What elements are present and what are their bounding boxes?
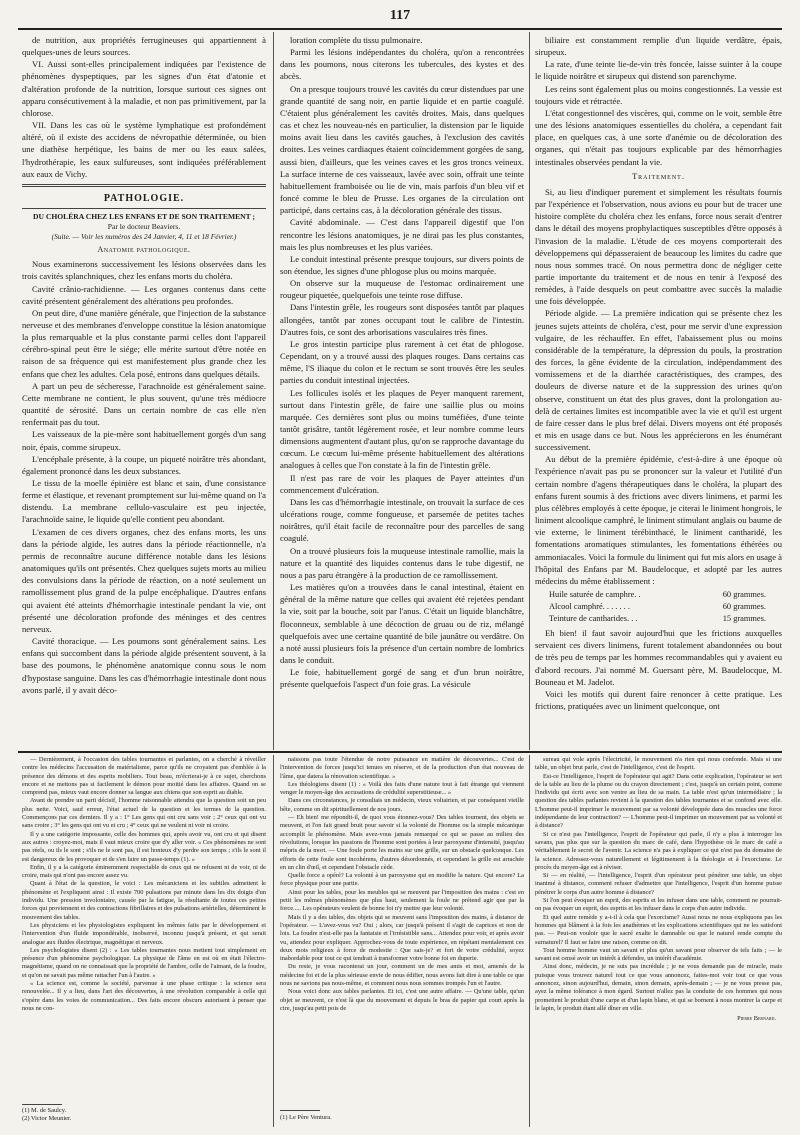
article-title: DU CHOLÉRA CHEZ LES ENFANS ET DE SON TRAITEMENT ;: [32, 212, 256, 222]
paragraph: Et quel autre remède y a-t-il à cela que l'exorcisme? Aussi nous ne nous expliquons pas les hommes qui blâment à la fois les anathèmes et les explications scientifiques qui ne les satisfont pas. — Peut-on vouloir que le sacré exalte le damnable ou que le naturel rende compte du surnaturel? Il faut se faire une raison, comme on dit.: [535, 913, 782, 946]
paragraph: Le tissu de la moelle épinière est blanc et sain, d'une consistance ferme et élastique, et revenant promptement sur lui-même quand on l'a distendu. La membrane cellulo-vasculaire est peu injectée, l'arachnoïde saine, le liquide qu'elle contient peu abondant.: [22, 478, 266, 525]
paragraph: Le conduit intestinal présente presque toujours, sur divers points de son étendue, les signes d'une phlogose plus ou moins marquée.: [280, 253, 524, 276]
paragraph: sureau qui vole après l'électricité, le mouvement n'a rien qui nous confonde. Mais si une table, un objet brut parle, c'est de l'intelligence, c'est de l'esprit.: [535, 756, 782, 772]
paragraph: Parmi les lésions indépendantes du choléra, qu'on a rencontrées dans les poumons, nous citerons les tubercules, des kystes et des abcès.: [280, 47, 524, 82]
recipe-item: Huile saturée de camphre. .: [549, 590, 641, 600]
paragraph: L'état congestionnel des viscères, qui, comme on le voit, semble être une des lésions anatomiques essentielles du choléra, a cependant fait place, en quelques cas, à une sorte d'anémie ou de décoloration des organes, qui n'était pas toujours explicable par des hémorrhagies intestinales observées pendant la vie.: [535, 107, 782, 167]
paragraph: Le foie, habituellement gorgé de sang et d'un brun noirâtre, présente quelquefois l'aspect d'un foie gras. La vésicule: [280, 667, 524, 690]
paragraph: Si ce n'est pas l'intelligence, l'esprit de l'opérateur qui parle, il n'y a plus à interroger les savans, pas plus que sur la question du marc de café, dans l'hypothèse où le marc de café a véritablement le secret de l'avenir. La science n'a pas à expliquer ce qui n'est pas du domaine de la science. Adressez-vous naturellement et légitimement à la théologie et à l'exorcisme. Le procès du moyen-âge est à réviser.: [535, 830, 782, 871]
recipe-item: Teinture de cantharides. . .: [549, 614, 638, 624]
feuilleton-column-2: [280, 756, 524, 1106]
recipe-line: [549, 601, 782, 613]
subheading: Traitement.: [632, 171, 685, 181]
column-divider: [273, 32, 274, 750]
footnote: (1) M. de Saulcy.: [22, 1107, 67, 1114]
paragraph: Au début de la première épidémie, c'est-à-dire à une époque où l'expérience n'avait pas pu se prononcer sur la valeur et l'utilité d'un certain nombre d'agens thérapeutiques dans le choléra, la plupart des enfans furent soumis à des frictions avec divers linimens, et parmi les plus célèbres employés à cette époque, je citerai le liniment hongrois, le liniment alcoolique camphré, le liniment stimulant anglais ou baume de vie externe, le liniment térébinthacé, le liniment cantharidé, les fomentations aromatiques stimulantes, les fomentations éthérées ou ammoniacales. Voici la formule du liniment qui fut mis alors en usage à l'hôpital des Enfans par M. Baudelocque, et adopté par les autres médecins du même établissement :: [535, 454, 782, 586]
footnote: (2) Victor Meunier.: [22, 1115, 72, 1122]
paragraph: Les reins sont également plus ou moins congestionnés. La vessie est toujours vide et rétractée.: [535, 83, 782, 106]
paragraph: A part un peu de sécheresse, l'arachnoïde est généralement saine. Cette membrane ne contient, le plus souvent, qu'une très médiocre quantité de sérosité. Dans un certain nombre de cas elle n'en renfermait pas du tout.: [22, 380, 266, 428]
column-divider: [529, 32, 530, 750]
feuilleton-rule: [18, 751, 782, 753]
section-title: PATHOLOGIE.: [103, 192, 185, 204]
suite-note: (Suite. — Voir les numéros des 24 Janvier, 4, 11 et 18 Février.): [51, 232, 237, 242]
paragraph: Il n'est pas rare de voir les plaques de Payer atteintes d'un commencement d'ulcération.: [280, 472, 524, 495]
paragraph: Quelle force a opéré? La volonté à un paroxysme qui en modifie la nature. Qui encore? La force physique pour une partie.: [280, 872, 524, 888]
section-rule: [22, 208, 266, 209]
recipe-quantity: 60 grammes.: [722, 590, 766, 600]
liniment-recipe: [549, 589, 782, 625]
paragraph: Cavité abdominale. — C'est dans l'appareil digestif que l'on rencontre les lésions anatomiques, je ne dirai pas les plus constantes, mais les plus nombreuses et les plus variées.: [280, 217, 524, 252]
paragraph: Le gros intestin participe plus rarement à cet état de phlogose. Cependant, on y a trouvé aussi des plaques rouges. Dans certains cas même, l'S iliaque du colon et le rectum se sont trouvés être les seules parties du conduit intestinal injectées.: [280, 338, 524, 386]
paragraph: Nous voici donc aux tables parlantes. Et ici, c'est une autre affaire. — Qu'une table, qu'un objet se meuvent, ce n'est là que du mouvement et depuis le bras de papier qui court après la cire, jusqu'au petit pois de: [280, 988, 524, 1012]
column-3: [535, 34, 782, 748]
paragraph: La rate, d'une teinte lie-de-vin très foncée, laisse suinter à la coupe le liquide noirâtre et sirupeux qui distend son parenchyme.: [535, 59, 782, 82]
page-number: 117: [389, 8, 411, 23]
paragraph: Ainsi pour les tables, pour les meubles qui se meuvent par l'imposition des mains : c'est en petit les mêmes phénomènes que plus haut, seulement la foule ne prétend agir que par la force..... Les opérateurs veulent de bonne foi n'y mettre que leur volonté.: [280, 888, 524, 913]
feuilleton-column-1: [22, 756, 266, 1101]
author-signature: Pierre Bernard.: [737, 1015, 776, 1023]
paragraph: Mais il y a des tables, des objets qui se meuvent sans l'imposition des mains, à distance de l'opérateur. — L'avez-vous vu? Oui ; alors, car jusqu'à présent il s'agit de caprices et non de lois. La foudre n'est-elle pas la fantaisie et l'irrésistible sans... Attendez pour voir, et après avoir vu, attendez pour expliquer. Approchez-vous de toute expérience, en répétant mentalement ces deux mots religieux à force de modestie : Que sais-je? et fort de votre crédulité, soyez inabordable pour tout ce qui tendrait à transformer votre bonne foi en duperie.: [280, 913, 524, 963]
top-rule: [18, 28, 782, 30]
paragraph: Est-ce l'intelligence, l'esprit de l'opérateur qui agit? Dans cette explication, l'opérateur se sert de la table au lieu de la plume ou du crayon directement ; c'est, jusqu'à un certain point, comme l'individu qui écrit avec son ventre au lieu de sa main. La table n'est qu'un intermédiaire ; la question des tables parlantes revient à la question des tables tournantes et se confond avec elle. L'homme peut-il imprimer le mouvement par sa volonté développée dans des muscles une force indépendante de leur contraction? — L'homme peut-il imprimer un mouvement par sa volonté et à distance?: [535, 772, 782, 830]
paragraph: On a presque toujours trouvé les cavités du cœur distendues par une grande quantité de sang noir, en partie liquide et en partie coagulé. C'étaient plus généralement les cavités droites. Mais, dans quelques cas et chez les nouveau-nés en particulier, la distension par le liquide moins avait lieu dans les cavités gauches, à l'exclusion des cavités droites. Les veines cardiaques étaient coïncidemment gorgées de sang, aussi bien, d'ailleurs, que les veines caves et les gros troncs veineux. La surface interne de ces vaisseaux, lavée avec soin, offrait une teinte habituellement framboisée ou lie de vin, mais parfois d'un bleu vif et foncé comme le bleu de Prusse. Les organes de la circulation ont participé, dans certains cas, à la décoloration générale des tissus.: [280, 83, 524, 216]
paragraph: Dans ces circonstances, je consultais un médecin, vieux voltairien, et par conséquent vieille bête, comme on dit spirituellement de nos jours.: [280, 797, 524, 813]
paragraph: de nutrition, aux propriétés ferrugineuses qui appartiennent à quelques-unes de leurs sources.: [22, 35, 266, 58]
paragraph: Si l'on peut évoquer un esprit, des esprits et les infuser dans une table, comment ne pourrait-on pas évoquer un esprit, des esprits et les infuser dans le corps d'un autre individu.: [535, 897, 782, 913]
paragraph: Dans l'intestin grêle, les rougeurs sont disposées tantôt par plaques allongées, tantôt par zones occupant tout le calibre de l'intestin. D'autres fois, ce sont des arborisations vasculaires très fines.: [280, 302, 524, 337]
paragraph: On observe sur la muqueuse de l'estomac ordinairement une rougeur piquetée, quelquefois une teinte rose diffuse.: [280, 278, 524, 301]
paragraph: — Dernièrement, à l'occasion des tables tournantes et parlantes, on a cherché à réveiller contre les médecins l'accusation de matérialisme, parce qu'ils ne croyaient pas d'emblée à la présence des démons et des esprits mobiliers. Tout beau, m'écrierai-je à ce sujet, cherchons encore et ne mettons pas si facilement le démon pour moitié dans les affaires. Quand on se comprend pas, mieux vaut encore donner sa langue aux chiens que son esprit au diable.: [22, 756, 266, 797]
subheading: Anatomie pathologique.: [97, 245, 191, 255]
paragraph: « La science est, comme la société, parvenue à une phase critique : la science sera renouvelée... Il y a lieu, dans l'art des découvertes, à une révolution comparable à celle qui s'opère dans les voies de communication... Des faits encore obscurs autorisent à penser que nous ne con-: [22, 980, 266, 1012]
paragraph: On a trouvé plusieurs fois la muqueuse intestinale ramollie, mais la nature et la quantité des liquides contenus dans le tube digestif, ne nous a pas paru étrangère à la production de ce ramollissement.: [280, 545, 524, 580]
paragraph: Les vaisseaux de la pie-mère sont habituellement gorgés d'un sang noir, épais, comme sirupeux.: [22, 429, 266, 452]
recipe-line: [549, 613, 782, 625]
paragraph: Les théologiens disent (1) : « Voilà des faits d'une nature tout à fait étrange qui viennent venger le moyen-âge des accusations de crédulité superstitieuse... »: [280, 780, 524, 797]
footnote-rule: [280, 1110, 320, 1111]
paragraph: Eh bien! il faut savoir aujourd'hui que les frictions auxquelles servaient ces divers linimens, furent totalement abandonnées ou bout de très peu de temps par les hommes recommandables qui y avaient eu d'abord recours. J'ai nommé M. Guersant père, M. Baudelocque, M. Bouneau et M. Jadelot.: [535, 628, 782, 687]
paragraph: Du reste, je vous raconterai un jour, comment un de mes amis et moi, amenés de la médecine foi et de la plus sérieuse envie de nous édifier, nous avons fait dire à une table ce que nous ne savions pas nous-même, et comment nous nous sommes trompés l'un et l'autre.: [280, 963, 524, 988]
paragraph: Nous examinerons successivement les lésions observées dans les trois cavités splanchniques, chez les enfans morts du choléra.: [22, 259, 266, 282]
column-divider: [273, 755, 274, 1127]
footnotes: [280, 1114, 332, 1122]
paragraph: On peut dire, d'une manière générale, que l'injection de la substance nerveuse et des membranes d'enveloppe constitue la lésion anatomique la plus remarquable et la plus constante parmi celles dont l'appareil cérébro-spinal peut être le siége; elle mérite surtout d'être notée en raison de sa fréquence qui est manifestement plus grande chez les enfans que chez les adultes. Cela posé, entrons dans quelques détails.: [22, 307, 266, 379]
recipe-quantity: 60 grammes.: [722, 602, 766, 612]
paragraph: L'examen de ces divers organes, chez des enfans morts, les uns dans la période algide, les autres dans la période réactionnelle, n'a permis de reconnaître aucune différence notable dans les lésions anatomiques qu'ils ont présentés. Chez quelques sujets morts au milieu des convulsions dans la période de réaction, on a noté seulement un ramollissement plus grand de la pulpe encéphalique. D'autres enfans qui avaient été atteints d'hémorrhagie intestinale pendant la vie, ont présenté une décoloration profonde des méninges et des centres nerveux.: [22, 526, 266, 634]
paragraph: Quant à l'état de la question, le voici : Les mécaniciens et les subtiles admettent le phénomène et l'expliquent ainsi : Il existe 700 pulsations par minute dans les dix doigts d'un individu. Une pression involontaire, causée par la fatigue, la résultante de toutes ces petites forces qui proviennent et des contractions fibrillaires et des pulsations artérielles, déterminent le mouvement des tables.: [22, 880, 266, 921]
paragraph: VI. Aussi sont-elles principalement indiquées par l'existence de phénomènes dyspeptiques, par les signes d'un état d'atonie et d'altération profonde de la nutrition, lorsque surtout ces signes ont apparu consécutivement à la maladie, et non pas primitivement, par la chlorose.: [22, 59, 266, 118]
paragraph: Les follicules isolés et les plaques de Peyer manquent rarement, surtout dans l'intestin grêle, de faire une saillie plus ou moins marquée. Ces dernières sont plus ou moins tuméfiées, d'une teinte tantôt grisâtre, tantôt légèrement rosée, et leur nombre comme leurs dimensions augmentent d'autant plus, qu'on se rapproche davantage du cœcum. Le cœcum lui-même présente habituellement des altérations analogues à celles que l'on constate à la fin de l'intestin grêle.: [280, 387, 524, 471]
byline: Par le docteur Beaviers.: [107, 222, 181, 232]
footnote-rule: [22, 1104, 62, 1105]
column-2: [280, 34, 524, 748]
paragraph: Si — en réalité, — l'intelligence, l'esprit d'un opérateur peut pénétrer une table, un objet inanimé à distance, comment refuser d'admettre que l'intelligence, l'esprit d'un homme puisse pénétrer le corps d'un autre homme à distance?: [535, 872, 782, 896]
paragraph: Les matières qu'on a trouvées dans le canal intestinal, étaient en général de la même nature que celles qui avaient été rejetées pendant la vie, soit par la bouche, soit par l'anus. C'était un liquide blanchâtre, floconneux, semblable à une décoction de gruau ou de riz, mélangé quelquefois avec une certaine quantité de bile jaunâtre ou verdâtre. On a noté aussi plusieurs fois la présence d'un certain nombre de lombrics dans le conduit.: [280, 582, 524, 665]
paragraph: Cavité crânio-rachidienne. — Les organes contenus dans cette cavité présentent généralement des altérations peu profondes.: [22, 283, 266, 306]
paragraph: Tout homme homme vaut un savant et plus qu'un savant pour observer de tels faits ; — le savant est censé avoir un intérêt à défendre, un intérêt d'académie.: [535, 946, 782, 963]
paragraph: Les physiciens et les physiologistes expliquent les mêmes faits par le développement et l'intervention d'un fluide impondérable, inobservé, inconnu jusqu'à présent, et qui serait analogue aux fluides électrique, magnétique et nerveux.: [22, 921, 266, 946]
recipe-line: [549, 589, 782, 601]
paragraph: Voici les motifs qui durent faire renoncer à cette pratique. Les frictions, pratiquées avec un liniment quelconque, ont: [535, 688, 782, 711]
paragraph: Dans les cas d'hémorrhagie intestinale, on trouvait la surface de ces ulcérations rouge, comme fongueuse, et parsemée de petites taches noirâtres, qu'il était facile de reconnaître pour des parcelles de sang coagulé.: [280, 496, 524, 544]
paragraph: — Eh bien! me répondit-il, de quoi vous étonnez-vous? Des tables tournent, des objets se meuvent, et l'on fait grand bruit pour savoir si la volonté de l'homme ou la simple mécanique accomplit le phénomène. Mais avez-vous jamais remarqué ce qui se passe au milieu des révolutions, lorsque les passions de l'homme sont portées à leur paroxysme d'intensité, jusqu'au mépris de la mort. — Une foule porte les mains sur une grille, sur un obstacle quelconque. Les efforts de cette foule sont incohérens, d'autres désordonnés, et cependant la grille est arrachée en un clin d'œil, et cependant l'obstacle cède.: [280, 814, 524, 871]
recipe-quantity: 15 grammes.: [722, 614, 766, 624]
column-divider: [529, 755, 530, 1127]
feuilleton-column-3: [535, 756, 782, 1128]
recipe-item: Alcool camphré. . . . . . .: [549, 602, 630, 612]
paragraph: Si, au lieu d'indiquer purement et simplement les résultats fournis par l'expérience et l'observation, nous avions eu pour but de tracer une histoire complète du choléra chez les enfans, force nous serait d'entrer dans le détail des moyens prophylactiques susceptibles d'être opposés à l'invasion de la maladie. L'étude de ces moyens comporterait des développemens qui dépasseraient de beaucoup les limites du cadre que nous nous sommes tracé. On nous permettra donc de négliger cette partie importante du traitement et de nous en tenir à l'exposé des remèdes, à l'aide desquels on peut combattre avec succès la maladie une fois développée.: [535, 186, 782, 307]
paragraph: biliaire est constamment remplie d'un liquide verdâtre, épais, sirupeux.: [535, 35, 782, 58]
section-rule: [22, 184, 266, 187]
paragraph: VII. Dans les cas où le système lymphatique est profondément altéré, où il existe des accidens de névropathie déterminée, ou bien une diathèse herpétique, les bains de mer ou les eaux salées, l'hydrothérapie, les eaux sulfureuses, sont indiquées préférablement aux eaux de Vichy.: [22, 120, 266, 179]
footnote: (1) Le Père Ventura.: [280, 1114, 332, 1121]
paragraph: Ainsi donc, médecin, je ne suis pas incrédule ; je ne vous demande pas de miracle, mais puisque vous trouvez naturel tout ce que vous annoncez, faites-moi voir tout ce que vous annoncez, sinon aujourd'hui, demain, sinon demain, après-demain ; — je ne vous presse pas, ayez la même tolérance à mon égard. Surtout n'allez pas la conduite de ces hommes qui nous promettent le produit d'une carpe et d'un lapin blanc, et qui se bornent à nous montrer la carpe et le lapin, le produit étant allé dîner en ville.: [535, 963, 782, 1012]
paragraph: Avant de prendre un parti décisif, l'homme raisonnable attendra que la question soit un peu plus nette. Voici, sauf erreur, l'état actuel de la question et les termes de la question. Commençons par ces derniers. Il y a : 1° Les gens qui ont cru sans voir ; 2° ceux qui ont vu sans croire ; 3° les gens qui ont vu et cru ; 4° ceux qui ne veulent ni voir ni croire.: [22, 797, 266, 830]
paragraph: L'encéphale présente, à la coupe, un piqueté noirâtre très abondant, également prononcé dans les deux substances.: [22, 453, 266, 476]
column-1: [22, 34, 266, 748]
paragraph: naissons pas toute l'étendue de notre puissance en matière de découvertes... C'est de l'intervention de forces jusqu'ici tenues en réserve, et de la production d'un état nouveau de l'âme, que datera la rénovation scientifique. »: [280, 756, 524, 780]
paragraph: Cavité thoracique. — Les poumons sont généralement sains. Les enfans qui succombent dans la période algide présentent souvent, à la base des poumons, le phénomène anatomique connu sous le nom d'hypostase sanguine. Dans les cas d'hémorrhagie intestinale dont nous avons parlé, il y avait déco-: [22, 636, 266, 695]
paragraph: Période algide. — La première indication qui se présente chez les jeunes sujets atteints de choléra, c'est, pour me servir d'une expression vulgaire, de les réchauffer. En effet, l'abaissement plus ou moins considérable de la température, la dépression du pouls, la prostration des forces, la gêne évidente de la circulation, indépendamment des vomissemens et de la diarrhée caractéristiques, des crampes, des douleurs de diverse nature et de la suppression des urines qu'on observe, constituent un état des plus graves, dont la prolongation au-delà de certaines limites est incompatible avec la vie et qu'il est urgent de faire cesser dans le plus bref délai. Divers moyens ont été proposés et mis en usage dans ce but. Nous les apprécierons en les énumérant successivement.: [535, 308, 782, 453]
footnotes: [22, 1107, 71, 1123]
paragraph: Les psychologistes disent (2) : « Les tables tournantes nous mettent tout simplement en présence d'un phénomène psychologique. La physique de l'âme en est où en était l'électro-magnétisme, quand on ne connaissait que la propriété de l'ambre, celle de l'aimant, de la foudre, et qu'on ne savait pas même rattacher l'un à l'autre. »: [22, 946, 266, 979]
paragraph: Il y a une catégorie impossante, celle des hommes qui, après avoir vu, ont cru et qui disent aux autres : croyez-moi, mais il vaut mieux croire que d'y aller voir. « Ces phénomènes ne sont pas réels, ou ils le sont ; s'ils ne le sont pas, il est honteux d'y perdre son temps ; s'ils le sont il est dangereux de les provoquer et de s'en faire un passe-temps (1). »: [22, 830, 266, 863]
paragraph: Enfin, il y a la catégorie éminemment respectable de ceux qui ne refusent ni de voir, ni de croire, mais qui n'ont pas encore assez vu.: [22, 863, 266, 880]
paragraph: loration complète du tissu pulmonaire.: [290, 35, 423, 45]
